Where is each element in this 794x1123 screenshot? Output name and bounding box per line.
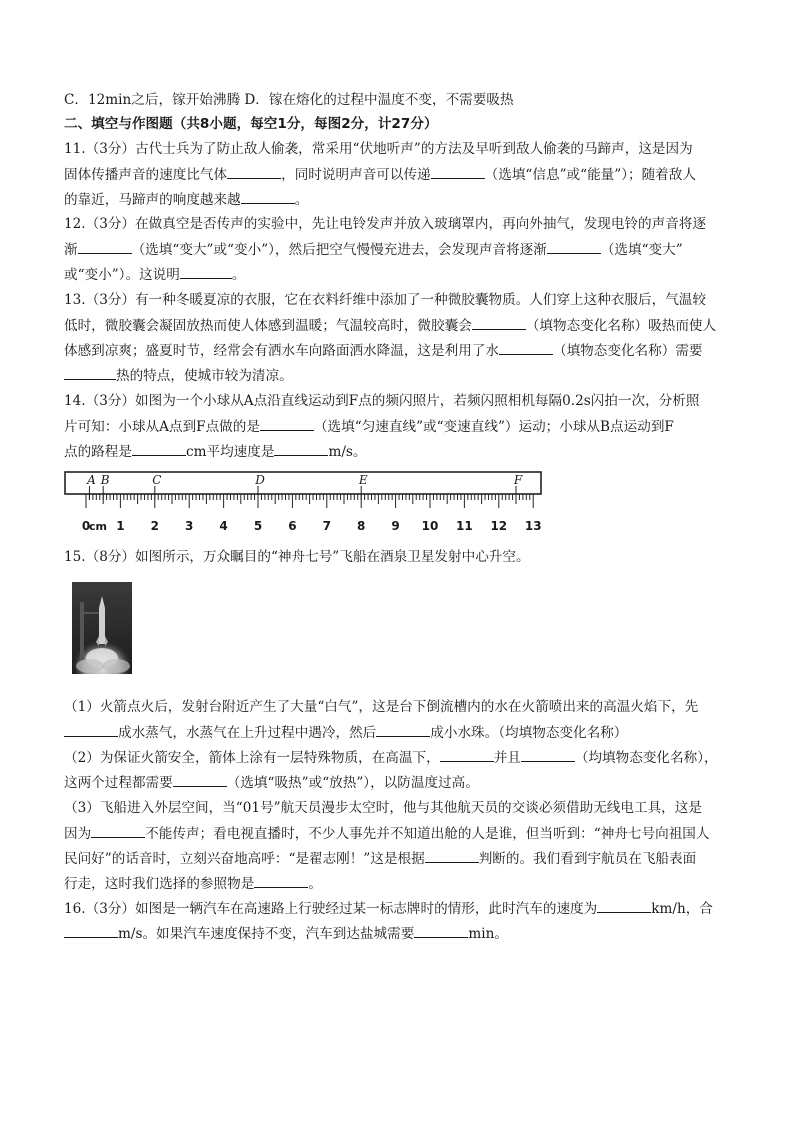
text: （选填“变大”或“变小”），然后把空气慢慢充进去，会发现声音将逐渐 [131,242,547,258]
text: cm平均速度是 [185,444,275,460]
text: 热的特点，使城市较为清凉。 [116,368,293,384]
text: （选填“匀速直线”或“变速直线”）运动；小球从B点运动到F [313,419,674,435]
answer-blank[interactable] [547,239,601,254]
q11-line2 [64,164,696,185]
text: 的靠近，马蹄声的响度越来越 [64,192,241,208]
text: 。 [294,192,309,208]
text: （均填物态变化名称）， [574,750,718,766]
text: 行走，这时我们选择的参照物是 [64,876,255,892]
q15-1-line2 [64,722,627,743]
q13-line4 [64,365,293,386]
ruler-body [65,472,541,494]
ruler-tick-label: 8 [357,519,366,533]
ruler-tick-label: 5 [253,519,263,533]
q13-line1: 13.（3分）有一种冬暖夏凉的衣服，它在衣料纤维中添加了一种微胶囊物质。人们穿上这种衣服后，气温较 [64,292,706,308]
q13-line2 [64,315,716,336]
ruler-tick-label: 7 [322,519,331,533]
answer-blank[interactable] [260,416,314,431]
text: （选填“吸热”或“放热”），以防温度过高。 [226,775,479,791]
answer-blank[interactable] [78,239,132,254]
point-label: D [255,473,265,487]
q15-3-line2 [64,823,709,844]
text: km/h，合 [651,901,713,917]
q15-3-line3 [64,848,696,869]
answer-blank[interactable] [64,923,118,938]
point-label: F [513,473,523,487]
q14-line3 [64,441,367,462]
answer-blank[interactable] [472,315,526,330]
ruler-tick-label: 13 [524,519,542,533]
text: m/s。 [328,444,367,460]
section-heading: 二、填空与作图题（共8小题，每空1分，每图2分，计27分） [64,116,438,132]
answer-blank[interactable] [414,923,468,938]
answer-blank[interactable] [64,722,118,737]
ruler-tick-label: 6 [288,519,297,533]
q11-line3 [64,189,308,210]
answer-blank[interactable] [64,365,116,380]
text: ，同时说明声音可以传递 [281,167,431,183]
text: 民问好”的话音时，立刻兴奋地高呼：“是翟志刚！”这是根据 [64,851,425,867]
text: 体感到凉爽；盛夏时节，经常会有洒水车向路面洒水降温，这是利用了水 [64,343,499,359]
q16-line2 [64,923,508,944]
q15-2-line1 [64,747,718,768]
text: 因为 [64,826,92,842]
text: 点的路程是 [64,444,132,460]
text: 低时，微胶囊会凝固放热而使人体感到温暖；气温较高时，微胶囊会 [64,318,472,334]
q12-line2 [64,239,683,260]
ruler-tick-label: 12 [490,519,508,533]
answer-blank[interactable] [254,873,308,888]
ruler-tick-label: 9 [391,519,400,533]
ruler-tick-label: 11 [456,519,473,533]
point-label: E [358,473,368,487]
answer-blank[interactable] [241,189,295,204]
q14-line2 [64,416,674,437]
answer-blank[interactable] [173,772,227,787]
q12-line3 [64,264,245,285]
q13-line3 [64,340,703,361]
ruler-tick-label: 1 [116,519,125,533]
q15-1-line1: （1）火箭点火后，发射台附近产生了大量“白气”，这是台下倒流槽内的水在火箭喷出来的高温火焰下，先 [64,699,699,715]
answer-blank[interactable] [132,441,186,456]
text: 渐 [64,242,78,258]
answer-blank[interactable] [431,164,485,179]
q14-line1: 14.（3分）如图为一个小球从A点沿直线运动到F点的频闪照片，若频闪照相机每隔0.2s闪拍一次，分析照 [64,393,700,409]
q10-option-cd: C．12min之后，镓开始沸腾 D．镓在熔化的过程中温度不变，不需要吸热 [64,92,514,108]
text: 判断的。我们看到宇航员在飞船表面 [478,851,697,867]
q15-3-line1: （3）飞船进入外层空间，当“01号”航天员漫步太空时，他与其他航天员的交谈必须借助无线电工具，这是 [64,800,702,816]
text: （填物态变化名称）吸热而使人 [525,318,717,334]
answer-blank[interactable] [425,848,479,863]
text: 。 [308,876,322,892]
point-label: C [152,473,162,487]
answer-blank[interactable] [521,747,575,762]
text: （选填“信息”或“能量”）；随着敌人 [484,167,696,183]
ruler-ticks [86,494,533,508]
q15-line1: 15.（8分）如图所示，万众瞩目的“神舟七号”飞船在酒泉卫星发射中心升空。 [64,549,530,565]
q15-3-line4 [64,873,322,894]
ruler-tick-label: 2 [150,519,159,533]
answer-blank[interactable] [499,340,553,355]
q15-2-line2 [64,772,479,793]
text: 16.（3分）如图是一辆汽车在高速路上行驶经过某一标志牌时的情形，此时汽车的速度为 [64,901,598,917]
text: 不能传声；看电视直播时，不少人事先并不知道出舱的人是谁，但当听到：“神舟七号向祖国人 [145,826,710,842]
answer-blank[interactable] [180,264,232,279]
answer-blank[interactable] [227,164,281,179]
text: 并且 [493,750,521,766]
text: 。 [231,267,246,283]
q12-line1: 12.（3分）在做真空是否传声的实验中，先让电铃发声并放入玻璃罩内，再向外抽气，发现电铃的声音将逐 [64,216,706,232]
ruler-figure [64,470,544,536]
ruler-labels [82,519,542,533]
text: 这两个过程都需要 [64,775,173,791]
answer-blank[interactable] [440,747,494,762]
text: 或“变小”）。这说明 [64,267,180,283]
text: 固体传播声音的速度比气体 [64,167,228,183]
ruler-tick-label: 10 [421,519,439,533]
q11-line1: 11.（3分）古代士兵为了防止敌人偷袭，常采用“伏地听声”的方法及早听到敌人偷袭的马蹄声，这是因为 [64,141,693,157]
text: （2）为保证火箭安全，箭体上涂有一层特殊物质，在高温下， [64,750,440,766]
ruler-tick-label: 0 [81,519,91,533]
ruler-tick-label: 3 [185,519,194,533]
answer-blank[interactable] [597,898,651,913]
text: 片可知：小球从A点到F点做的是 [64,419,260,435]
answer-blank[interactable] [376,722,430,737]
answer-blank[interactable] [274,441,328,456]
text: （选填“变大” [600,242,683,258]
text: 成小水珠。（均填物态变化名称） [430,725,628,741]
text: m/s。如果汽车速度保持不变，汽车到达盐城需要 [118,926,415,942]
ruler-tick-label: 4 [219,519,228,533]
text: 成水蒸气，水蒸气在上升过程中遇冷，然后 [118,725,377,741]
q16-line1 [64,898,713,919]
rocket-launch-photo [72,582,132,674]
ruler-unit-label: cm [89,520,107,533]
text: min。 [468,926,508,942]
point-label: A [87,473,96,487]
point-label: B [100,473,110,487]
answer-blank[interactable] [91,823,145,838]
text: （填物态变化名称）需要 [553,343,703,359]
